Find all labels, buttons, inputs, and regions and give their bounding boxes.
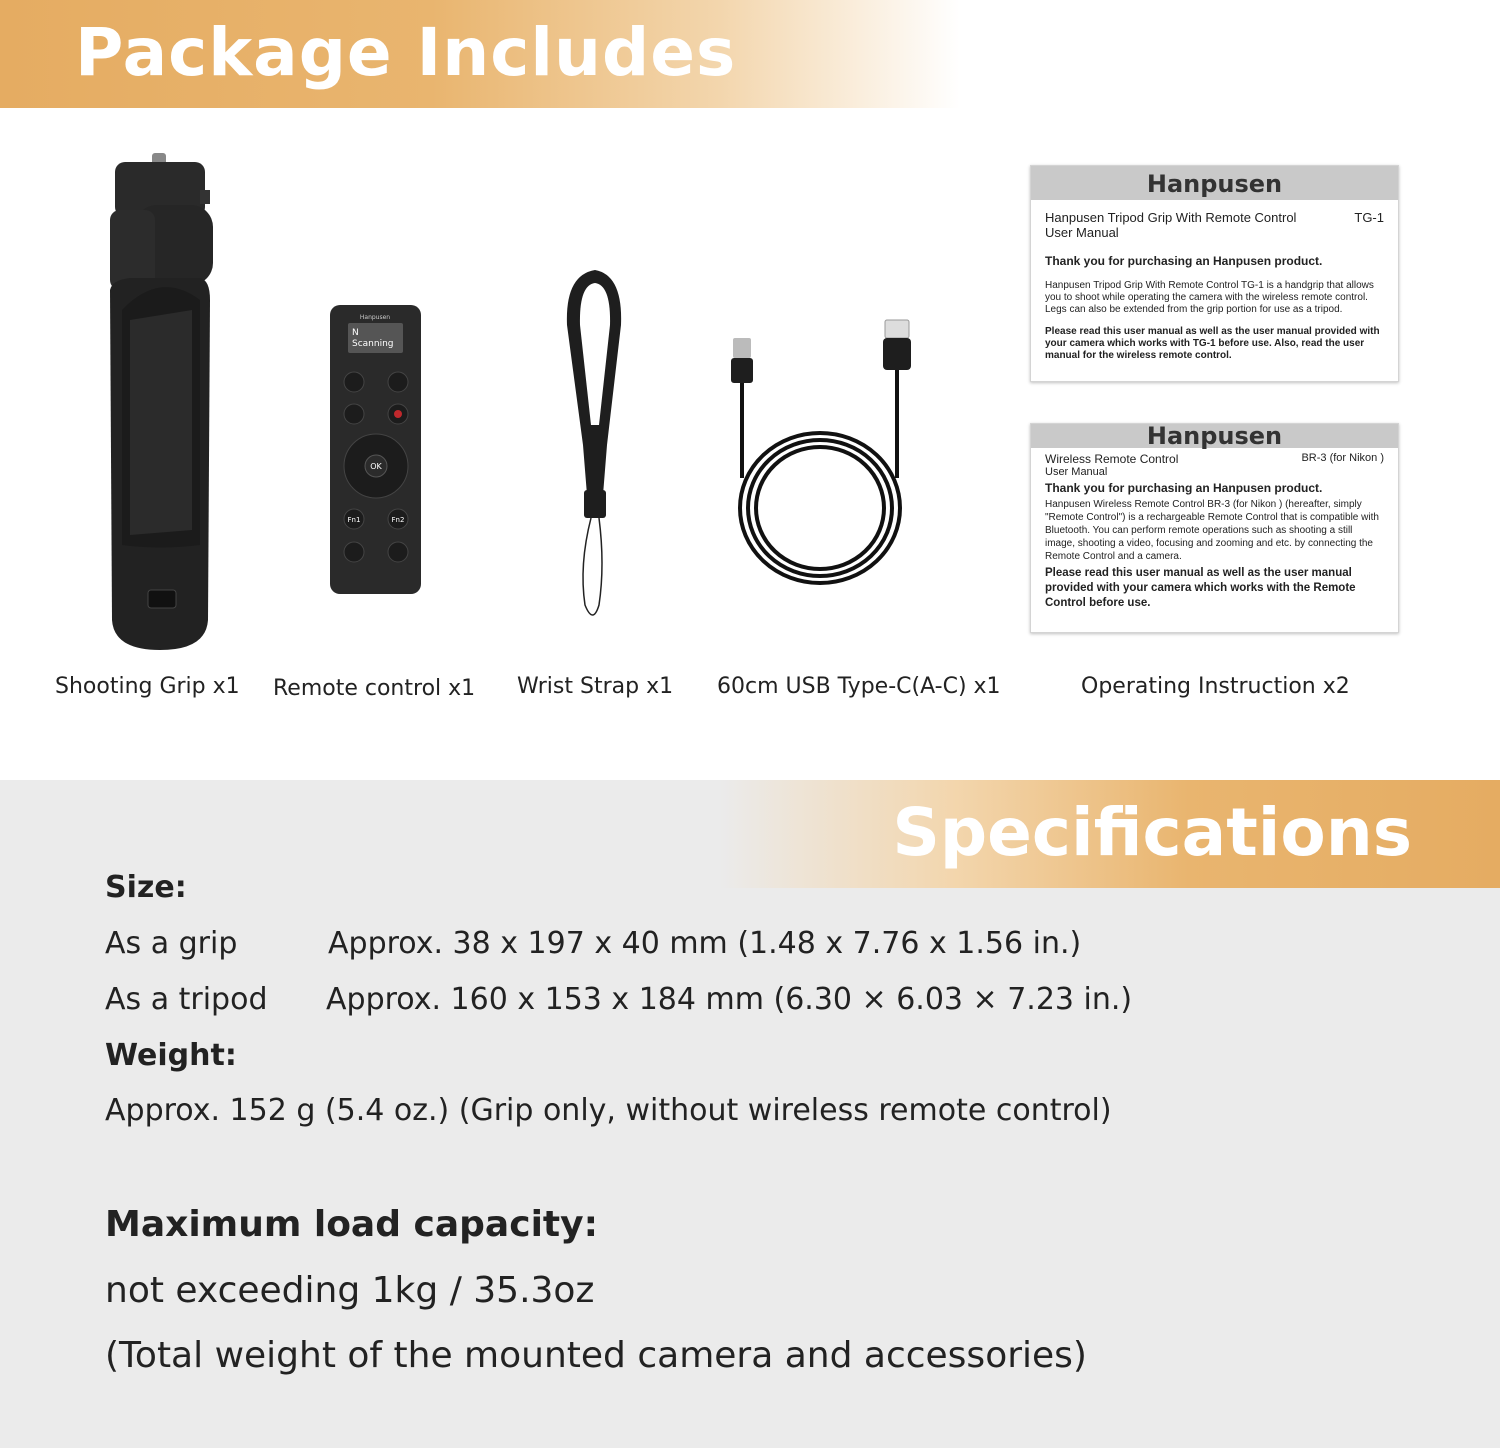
manual2-thanks: Thank you for purchasing an Hanpusen product. <box>1045 481 1323 495</box>
label-operating-instruction: Operating Instruction x2 <box>1081 674 1350 699</box>
user-manual-tg1 <box>1030 165 1399 382</box>
tripod-label: As a tripod <box>105 982 268 1017</box>
manual1-title: Hanpusen Tripod Grip With Remote Control <box>1045 210 1297 225</box>
specifications-banner <box>720 780 1500 888</box>
manual2-subtitle: User Manual <box>1045 466 1108 478</box>
manual1-brand: Hanpusen <box>1031 166 1398 200</box>
label-usb-cable: 60cm USB Type-C(A-C) x1 <box>717 674 1001 699</box>
shooting-grip-image <box>100 150 225 655</box>
load-note: (Total weight of the mounted camera and accessories) <box>105 1335 1087 1376</box>
package-title: Package Includes <box>75 14 737 91</box>
grip-label: As a grip <box>105 926 238 961</box>
grip-value: Approx. 38 x 197 x 40 mm (1.48 x 7.76 x 1.56 in.) <box>328 926 1082 961</box>
manual1-model: TG-1 <box>1354 210 1384 225</box>
remote-control-image <box>328 303 423 596</box>
remote-fn2-label: Fn2 <box>391 516 405 524</box>
weight-heading: Weight: <box>105 1038 237 1073</box>
remote-brand-text: Hanpusen <box>359 314 391 321</box>
specifications-title: Specifications <box>892 794 1412 871</box>
remote-screen-line2: Scanning <box>352 339 394 349</box>
manual1-para1: Hanpusen Tripod Grip With Remote Control TG-1 is a handgrip that allows you to shoot while operating the camera with the wireless remote control. Legs can also be extended from the grip portion for use as a tripod. <box>1045 280 1374 315</box>
manual2-para1: Hanpusen Wireless Remote Control BR-3 (for Nikon ) (hereafter, simply "Remote Control") is a rechargeable Remote Control that is compatible with Bluetooth. You can perform remote operations such as shooting a still image, shooting a video, focusing and zooming and etc. by connecting the Remote Control and a camera. <box>1045 499 1379 562</box>
manual2-para2: Please read this user manual as well as the user manual provided with your camera which works with the Remote Control before use. <box>1045 567 1356 609</box>
manual1-para2: Please read this user manual as well as the user manual provided with your camera which works with TG-1 before use. Also, read the user manual for the wireless remote control. <box>1045 326 1380 361</box>
remote-ok-label: OK <box>370 462 382 471</box>
remote-screen-line1: N <box>352 328 359 338</box>
label-wrist-strap: Wrist Strap x1 <box>517 674 674 699</box>
wrist-strap-image <box>555 265 635 625</box>
user-manual-br3 <box>1030 423 1399 633</box>
manual2-model: BR-3 (for Nikon ) <box>1301 452 1384 464</box>
weight-value: Approx. 152 g (5.4 oz.) (Grip only, without wireless remote control) <box>105 1093 1112 1128</box>
specifications-section <box>0 780 1500 1448</box>
manual2-brand: Hanpusen <box>1031 424 1398 448</box>
size-heading: Size: <box>105 870 187 905</box>
manual1-subtitle: User Manual <box>1045 225 1119 240</box>
manual1-thanks: Thank you for purchasing an Hanpusen product. <box>1045 254 1323 268</box>
usb-cable-image <box>725 318 920 593</box>
load-heading: Maximum load capacity: <box>105 1204 598 1245</box>
tripod-value: Approx. 160 x 153 x 184 mm (6.30 × 6.03 × 7.23 in.) <box>326 982 1133 1017</box>
package-banner <box>0 0 960 108</box>
label-remote-control: Remote control x1 <box>273 676 476 701</box>
label-shooting-grip: Shooting Grip x1 <box>55 674 240 699</box>
load-value: not exceeding 1kg / 35.3oz <box>105 1270 595 1311</box>
remote-fn1-label: Fn1 <box>347 516 361 524</box>
manual2-title: Wireless Remote Control <box>1045 452 1179 466</box>
